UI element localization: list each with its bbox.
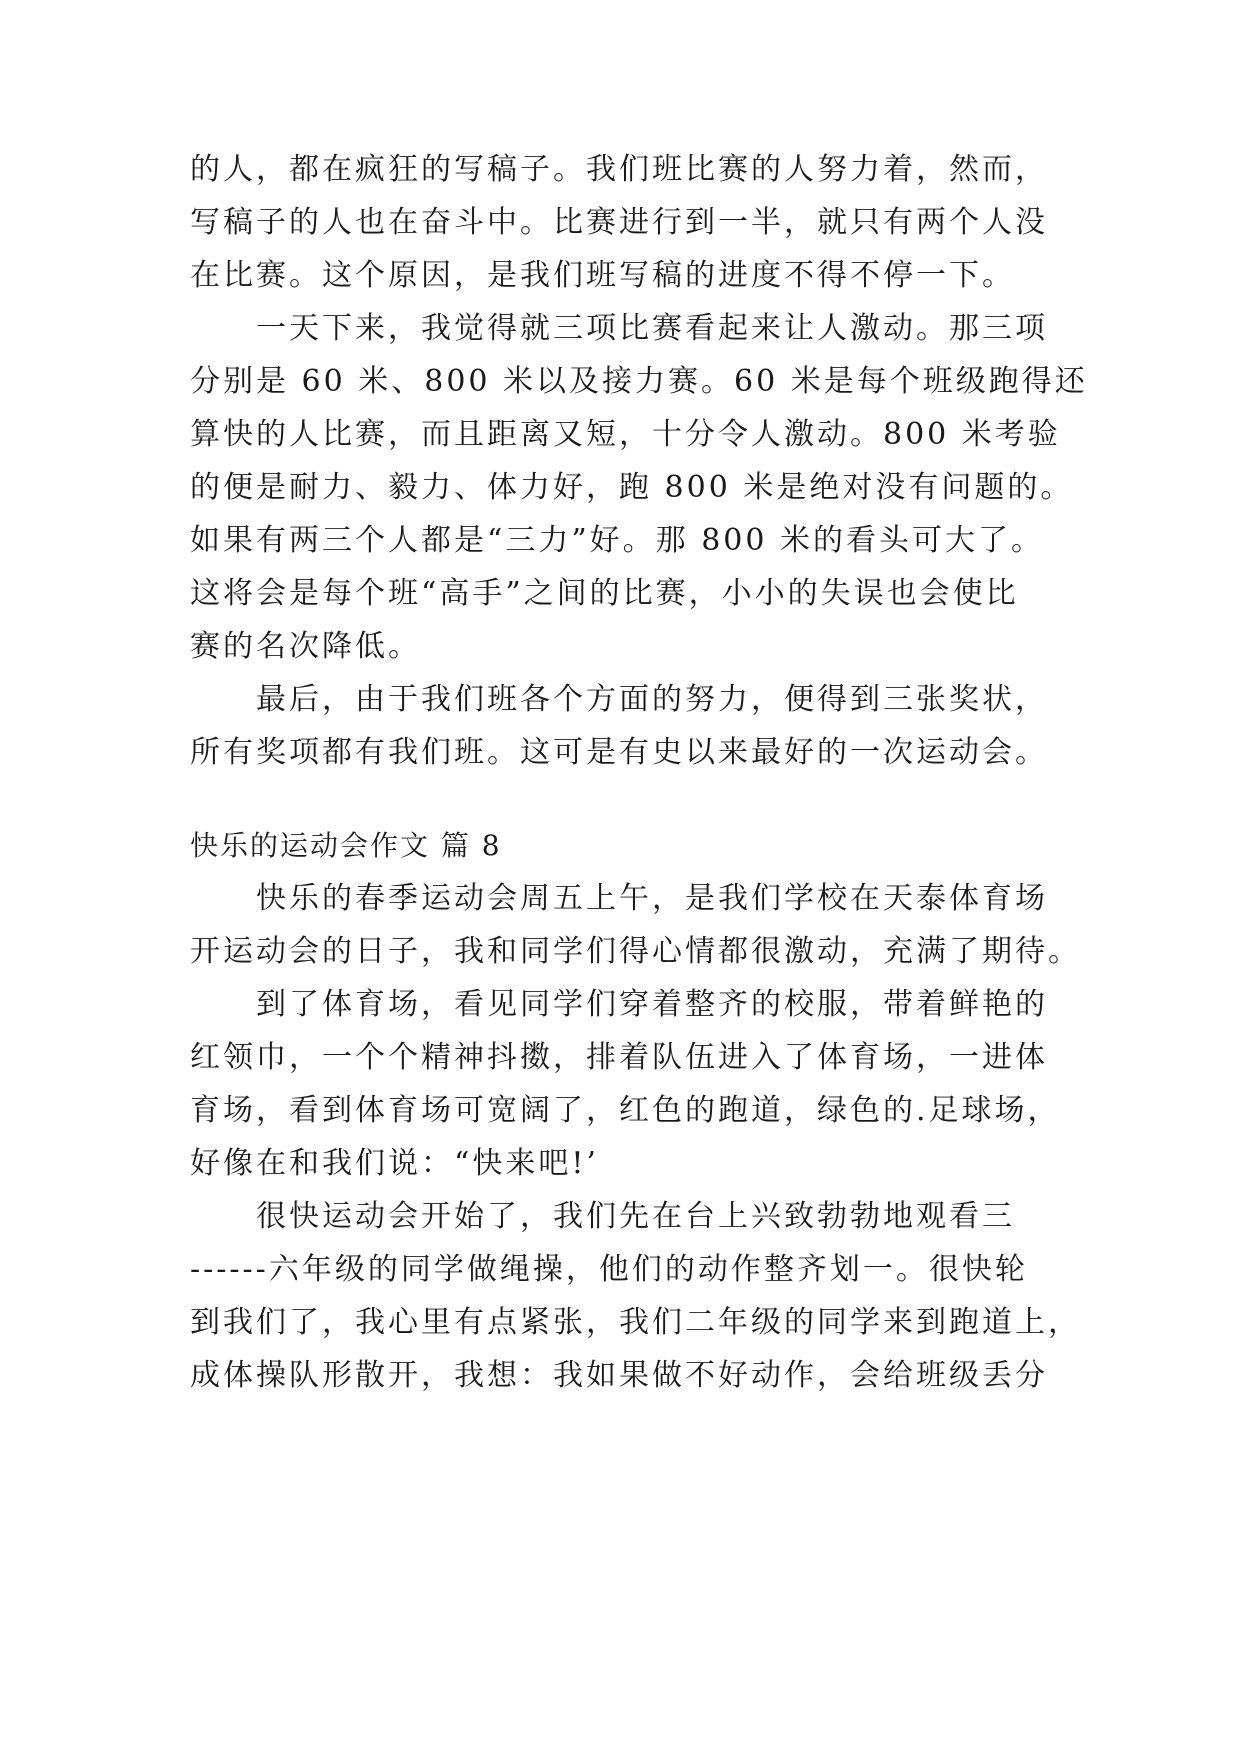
paragraph-line: 算快的人比赛，而且距离又短，十分令人激动。800 米考验 xyxy=(190,417,1061,452)
section-heading: 快乐的运动会作文 篇 8 xyxy=(190,829,502,862)
paragraph-line: 很快运动会开始了，我们先在台上兴致勃勃地观看三 xyxy=(256,1199,1015,1234)
paragraph-line: 所有奖项都有我们班。这可是有史以来最好的一次运动会。 xyxy=(190,735,1048,770)
paragraph-line: ------六年级的同学做绳操，他们的动作整齐划一。很快轮 xyxy=(190,1252,1028,1287)
paragraph-line: 到了体育场，看见同学们穿着整齐的校服，带着鲜艳的 xyxy=(256,987,1048,1022)
paragraph-line: 快乐的春季运动会周五上午，是我们学校在天泰体育场 xyxy=(256,881,1048,916)
paragraph-line: 的便是耐力、毅力、体力好，跑 800 米是绝对没有问题的。 xyxy=(190,470,1074,505)
paragraph-line: 红领巾，一个个精神抖擞，排着队伍进入了体育场，一进体 xyxy=(190,1040,1048,1075)
paragraph-line: 一天下来，我觉得就三项比赛看起来让人激动。那三项 xyxy=(256,311,1048,346)
paragraph-line: 在比赛。这个原因，是我们班写稿的进度不得不停一下。 xyxy=(190,258,1015,293)
paragraph-line: 写稿子的人也在奋斗中。比赛进行到一半，就只有两个人没 xyxy=(190,205,1048,240)
paragraph-line: 到我们了，我心里有点紧张，我们二年级的同学来到跑道上， xyxy=(190,1305,1081,1340)
paragraph-line: 成体操队形散开，我想：我如果做不好动作，会给班级丢分 xyxy=(190,1358,1048,1393)
paragraph-line: 赛的名次降低。 xyxy=(190,629,421,664)
paragraph-line: 分别是 60 米、800 米以及接力赛。60 米是每个班级跑得还 xyxy=(190,364,1088,399)
paragraph-line: 的人，都在疯狂的写稿子。我们班比赛的人努力着，然而， xyxy=(190,152,1048,187)
paragraph-line: 育场，看到体育场可宽阔了，红色的跑道，绿色的.足球场， xyxy=(190,1093,1061,1128)
paragraph-line: 这将会是每个班“高手”之间的比赛，小小的失误也会使比 xyxy=(190,576,1019,611)
paragraph-line: 好像在和我们说：“快来吧!’ xyxy=(190,1146,599,1181)
paragraph-line: 最后，由于我们班各个方面的努力，便得到三张奖状， xyxy=(256,682,1048,717)
paragraph-line: 开运动会的日子，我和同学们得心情都很激动，充满了期待。 xyxy=(190,934,1081,969)
paragraph-line: 如果有两三个人都是“三力”好。那 800 米的看头可大了。 xyxy=(190,523,1045,558)
